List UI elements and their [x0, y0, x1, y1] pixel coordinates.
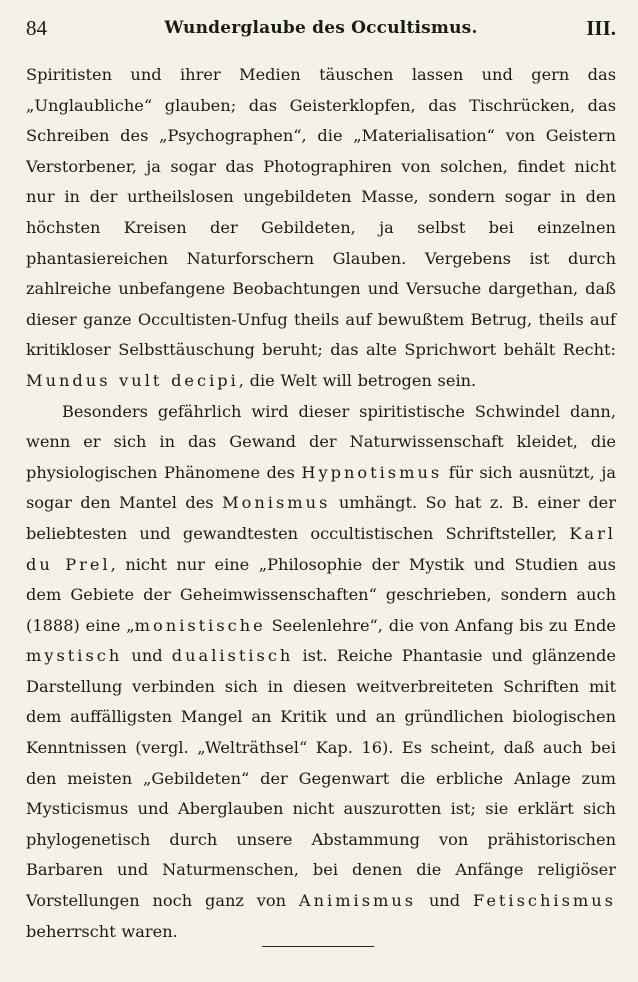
paragraph-1-text-1: Spiritisten und ihrer Medien täuschen lassen und gern das „Unglaubliche“ glauben; das Geisterklopfen, das Tischrücken, das Schreiben des „Psychographen“, die „Materialisation“ von Geistern Verstorbener, ja sogar das Photographiren von solchen, findet nicht nur in der urtheilslosen ungebildeten Masse, sondern sogar in den höchsten Kreisen der Gebildeten, ja selbst bei einzelnen phantasiereichen Naturforschern Glauben. Vergebens ist durch zahlreiche unbefangene Beobachtungen und Versuche dargethan, daß dieser ganze Occultisten-Unfug theils auf bewußtem Betrug, theils auf kritikloser Selbsttäuschung beruht; das alte Sprichwort behält Recht:	[26, 65, 616, 360]
paragraph-2-text-2: für sich ausnützt, ja sogar den Mantel des	[26, 462, 617, 513]
running-title: Wunderglaube des Occultismus.	[164, 18, 478, 38]
author-name: Karl du Prel	[26, 523, 616, 574]
spaced-term-monismus: Monismus	[222, 493, 331, 513]
paragraph-2-text-8: und	[428, 891, 461, 911]
paragraph-2	[26, 397, 616, 948]
paragraph-2-text-9: beherrscht waren.	[26, 921, 178, 941]
paragraph-2-text-4: , nicht nur eine „Philosophie der Mystik und Studien aus dem Gebiete der Geheimwissenschaften“ geschrieben, sondern auch (1888) eine „	[26, 554, 616, 635]
paragraph-2-text-3: umhängt. So hat z. B. einer der beliebtesten und gewandtesten occultistischen Schriftsteller,	[26, 493, 616, 543]
chapter-number: III.	[586, 16, 616, 40]
page-header	[26, 16, 616, 50]
page-number: 84	[26, 16, 47, 40]
spaced-term-animismus: Animismus	[298, 891, 417, 911]
paragraph-1	[26, 60, 616, 397]
paragraph-1-text-2: , die Welt will betrogen sein.	[238, 370, 477, 390]
spaced-term-dualistisch: dualistisch	[171, 646, 294, 666]
paragraph-2-text-7: ist. Reiche Phantasie und glänzende Darstellung verbinden sich in diesen weitverbreiteten Schriften mit dem auffälligsten Mangel an Kritik und an gründlichen biologischen Kenntnissen (vergl. „Welträthsel“ Kap. 16). Es scheint, daß auch bei den meisten „Gebildeten“ der Gegenwart die erbliche Anlage zum Mysticismus und Aberglauben nicht auszurotten ist; sie erklärt sich phylogenetisch durch unsere Abstammung von prähistorischen Barbaren und Naturmenschen, bei denen die Anfänge religiöser Vorstellungen noch ganz von	[26, 646, 617, 911]
spaced-term-fetischismus: Fetischismus	[473, 891, 616, 911]
paragraph-2-text-5: Seelenlehre“, die von Anfang bis zu Ende	[271, 615, 616, 635]
book-page	[26, 16, 616, 966]
page-body	[26, 60, 616, 947]
spaced-term-mystisch: mystisch	[26, 646, 123, 666]
spaced-term-monistische: monistische	[134, 615, 266, 635]
paragraph-2-text-6: und	[131, 646, 163, 666]
latin-motto: Mundus vult decipi	[26, 370, 239, 390]
spaced-term-hypnotismus: Hypnotismus	[301, 462, 443, 482]
paragraph-2-text-1: Besonders gefährlich wird dieser spiritistische Schwindel dann, wenn er sich in das Gewand der Naturwissenschaft kleidet, die physiologischen Phänomene des	[26, 401, 616, 482]
closing-rule	[262, 946, 374, 947]
